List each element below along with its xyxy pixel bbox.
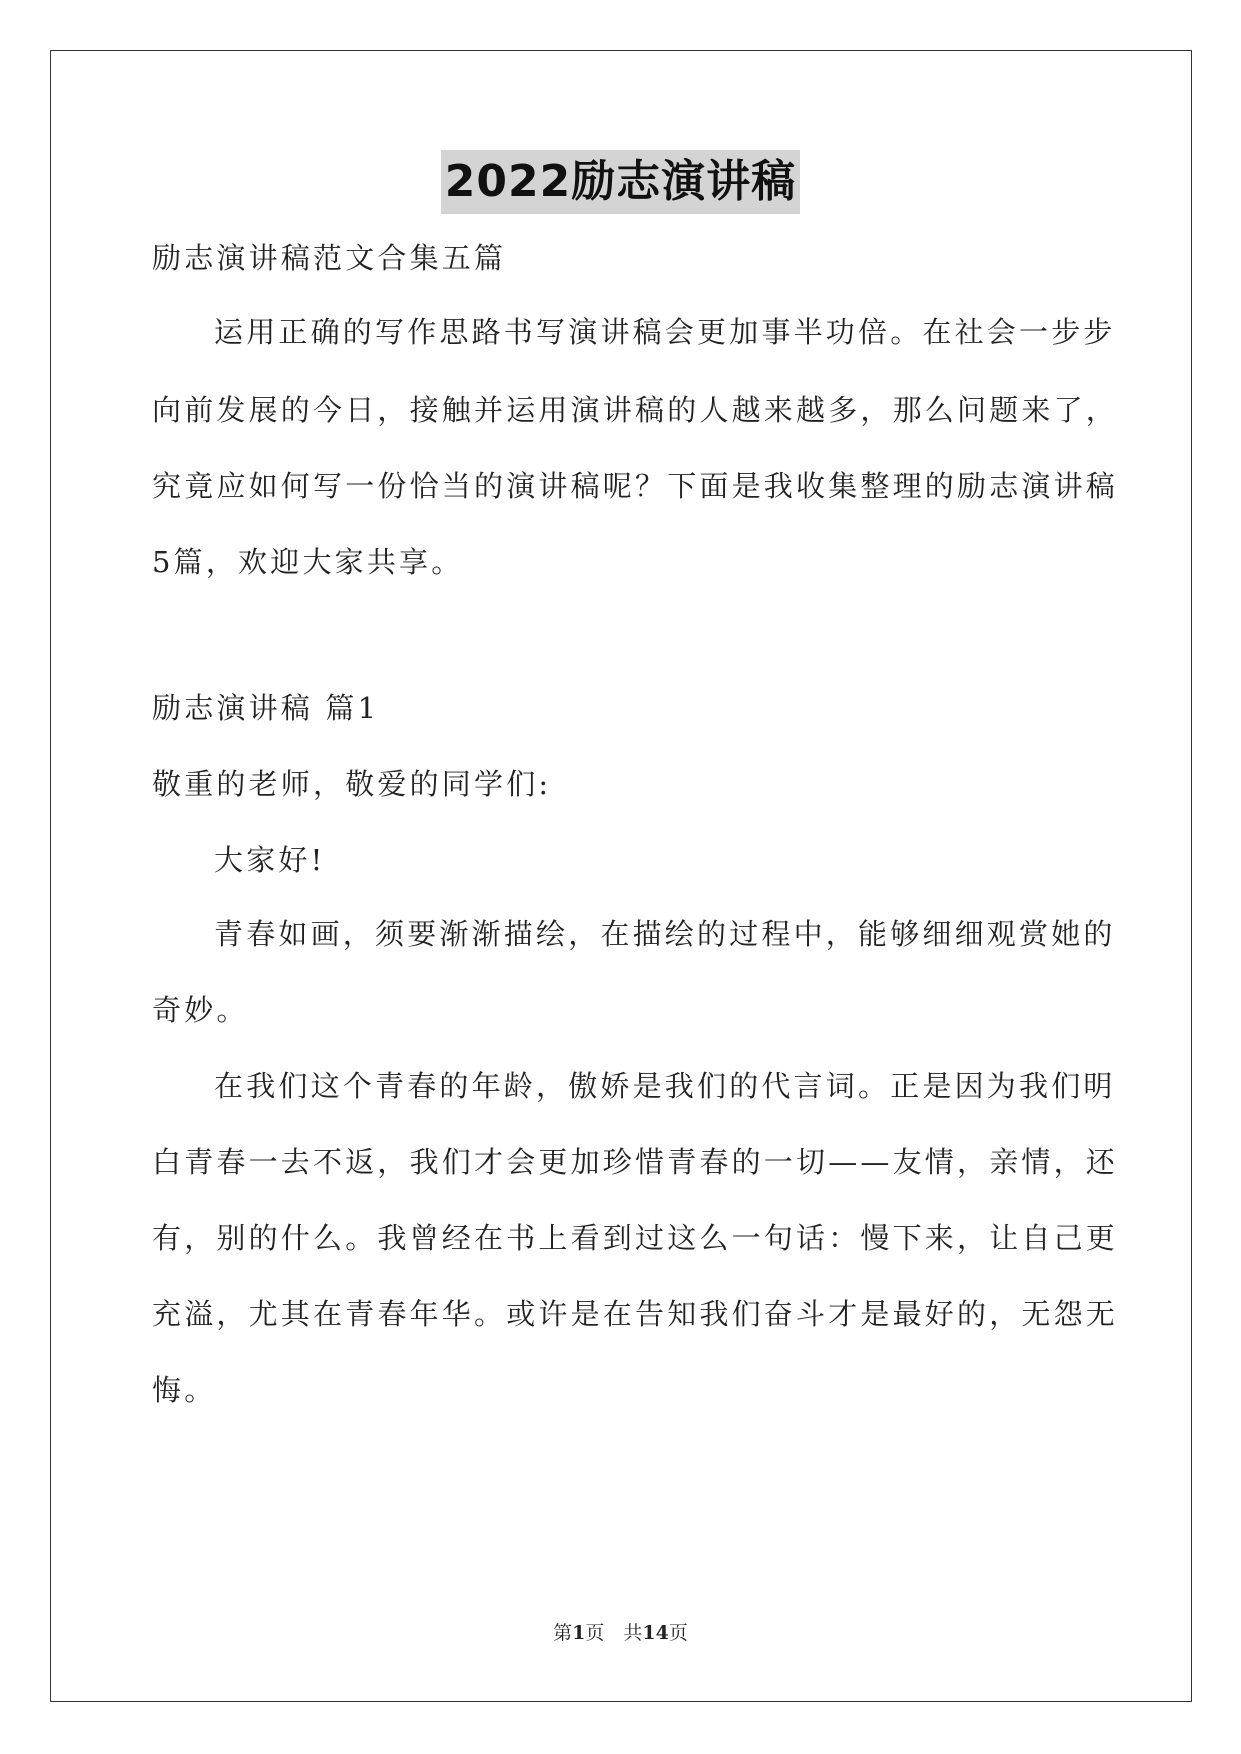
paragraph-line: 在我们这个青春的年龄，傲娇是我们的代言词。正是因为我们明	[214, 1069, 1116, 1103]
paragraph-line: 5篇，欢迎大家共享。	[152, 545, 464, 579]
paragraph-line: 青春如画，须要渐渐描绘，在描绘的过程中，能够细细观赏她的	[214, 917, 1116, 951]
page-total: 14	[642, 1622, 669, 1644]
document-title: 2022励志演讲稿	[441, 150, 800, 214]
paragraph-line: 有，别的什么。我曾经在书上看到过这么一句话：慢下来，让自己更	[152, 1221, 1119, 1255]
paragraph-line: 白青春一去不返，我们才会更加珍惜青春的一切——友情，亲情，还	[152, 1145, 1119, 1179]
section-heading: 励志演讲稿 篇1	[152, 691, 380, 725]
page-prefix: 第	[553, 1622, 573, 1644]
paragraph-line: 奇妙。	[152, 993, 249, 1027]
paragraph-line: 悔。	[152, 1373, 217, 1407]
paragraph-line: 运用正确的写作思路书写演讲稿会更加事半功倍。在社会一步步	[214, 315, 1116, 349]
page-footer	[0, 1620, 1241, 1646]
page-mid: 页 共	[585, 1622, 643, 1644]
greeting-line: 大家好!	[214, 843, 326, 877]
paragraph-line: 向前发展的今日，接触并运用演讲稿的人越来越多，那么问题来了，	[152, 393, 1119, 427]
paragraph-line: 究竟应如何写一份恰当的演讲稿呢？下面是我收集整理的励志演讲稿	[152, 469, 1119, 503]
salutation-line: 敬重的老师，敬爱的同学们:	[152, 767, 552, 801]
page-current: 1	[572, 1622, 586, 1644]
title-container	[0, 150, 1241, 214]
subtitle-line: 励志演讲稿范文合集五篇	[152, 241, 507, 275]
paragraph-line: 充溢，尤其在青春年华。或许是在告知我们奋斗才是最好的，无怨无	[152, 1297, 1119, 1331]
page-suffix: 页	[668, 1622, 688, 1644]
